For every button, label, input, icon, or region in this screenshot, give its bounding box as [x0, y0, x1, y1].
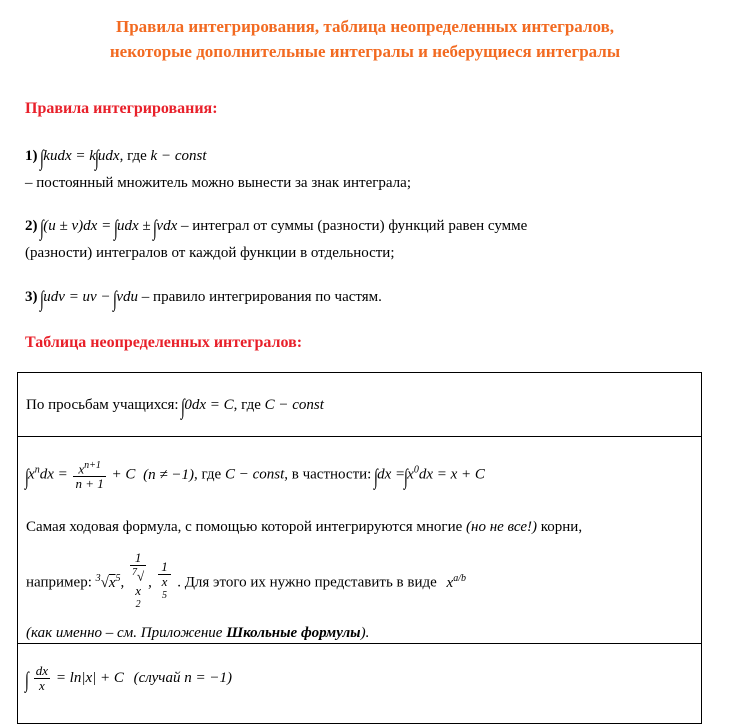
rule-3-number: 3)	[25, 289, 38, 305]
rule-3-text: – правило интегрирования по частям.	[141, 289, 382, 305]
integral-sign-icon: ∫	[374, 463, 379, 489]
row2-sep: ,	[120, 574, 125, 591]
row2-ex2: 1 $^7$√ x $^2$	[132, 550, 145, 610]
rule-2-formula-b: udx ±	[116, 218, 151, 234]
rule-1-formula-b: udx	[97, 148, 120, 164]
table-row	[18, 643, 702, 723]
integral-sign-icon: ∫	[153, 215, 158, 240]
table-cell	[18, 437, 702, 644]
rule-2-formula-c: vdx	[156, 218, 178, 234]
row2-examples	[26, 551, 693, 615]
integrals-table	[17, 372, 702, 724]
row1-line	[26, 395, 693, 417]
row3-case: (случай n = −1)	[133, 669, 232, 686]
rule-2-formula-a: (u ± v)dx =	[43, 218, 112, 234]
row2-plus-c: + C	[111, 466, 136, 483]
row3-fraction	[34, 664, 50, 693]
row2-sep: ,	[148, 574, 152, 591]
row2-represent: . Для этого их нужно представить в виде	[177, 574, 437, 591]
row2-frac-num: $x^{n+1}$	[73, 459, 105, 477]
row2-const: C − const	[224, 466, 285, 483]
rule-2-text-a: – интеграл от суммы (разности) функций равен сумме	[180, 218, 528, 234]
row1-where: , где	[233, 397, 261, 413]
row2-desc	[26, 517, 693, 537]
row2-fraction	[73, 459, 105, 491]
row2-rep: $x^{a/b}$	[446, 572, 466, 591]
rule-2-text-b: (разности) интегралов от каждой функции в отдельности;	[25, 245, 395, 261]
integral-sign-icon: ∫	[40, 145, 45, 170]
integral-sign-icon: ∫	[25, 463, 29, 489]
row2-particular-exp: 0	[413, 464, 419, 476]
integral-sign-icon: ∫	[25, 666, 29, 692]
integral-sign-icon: ∫	[404, 463, 409, 489]
table-heading: Таблица неопределенных интегралов:	[25, 334, 303, 351]
row2-lhs-dx: dx =	[39, 466, 68, 483]
row2-particular-b: x	[407, 466, 414, 483]
row2-frac-den: n + 1	[75, 476, 104, 492]
rule-1-text: – постоянный множитель можно вынести за знак интеграла;	[25, 175, 411, 191]
integral-sign-icon: ∫	[114, 215, 118, 240]
row2-cond: (n ≠ −1)	[143, 466, 195, 483]
rule-3-formula-b: vdu	[116, 289, 139, 305]
row1-formula: 0dx = C	[184, 397, 234, 413]
row2-lhs-exp: n	[34, 464, 40, 476]
row2-appendix-bold: Школьные формулы	[226, 624, 361, 641]
table-row	[18, 373, 702, 437]
row3-frac-den: x	[39, 677, 45, 693]
row2-particular-a: dx =	[377, 466, 406, 483]
integral-sign-icon: ∫	[94, 145, 99, 170]
row1-const: C − const	[264, 397, 324, 413]
page-title-line1: Правила интегрирования, таблица неопределенных интегралов,	[115, 17, 614, 36]
rule-1-where: , где	[119, 148, 147, 164]
row2-desc-italic: (но не все!)	[466, 519, 537, 536]
rule-3	[25, 287, 382, 309]
table-row	[18, 437, 702, 644]
row2-lhs-base: x	[28, 466, 35, 483]
integral-sign-icon: ∫	[40, 286, 45, 311]
row2-ex3: 1 x $^5$	[158, 560, 172, 606]
row2-particular-c: dx = x + C	[418, 466, 485, 483]
table-cell	[18, 373, 702, 437]
rule-2	[25, 216, 527, 238]
row2-where: , где	[194, 466, 222, 483]
row2-desc-b: корни,	[540, 519, 583, 536]
rule-1-formula-a: kudx = k	[43, 148, 96, 164]
rule-1	[25, 146, 207, 168]
row1-prefix: По просьбам учащихся:	[26, 397, 179, 413]
integral-sign-icon: ∫	[113, 286, 118, 311]
page-title	[0, 14, 730, 64]
table-cell	[18, 643, 702, 723]
row3-rhs: = ln|x| + C	[55, 669, 124, 686]
row2-appendix-b: ).	[360, 624, 370, 641]
rule-1-const: k − const	[150, 148, 207, 164]
rule-1-number: 1)	[25, 148, 38, 164]
page-title-line2: некоторые дополнительные интегралы и неберущиеся интегралы	[109, 42, 621, 61]
row2-appendix-a: (как именно – см. Приложение	[26, 624, 223, 641]
rule-3-formula-a: udv = uv −	[43, 289, 111, 305]
row2-example-prefix: например:	[26, 574, 92, 591]
row3-line	[26, 664, 693, 693]
row2-particular: , в частности:	[284, 466, 372, 483]
row2-desc-a: Самая ходовая формула, с помощью которой интегрируются многие	[26, 519, 463, 536]
row3-frac-num: dx	[35, 662, 49, 678]
row2-appendix	[26, 623, 693, 643]
row2-formula-line	[26, 459, 693, 491]
rules-heading: Правила интегрирования:	[25, 100, 218, 117]
integral-sign-icon: ∫	[40, 215, 45, 240]
row2-ex1: $^3√x^5$	[95, 572, 121, 591]
rule-2-number: 2)	[25, 218, 38, 234]
integral-sign-icon: ∫	[181, 394, 186, 419]
